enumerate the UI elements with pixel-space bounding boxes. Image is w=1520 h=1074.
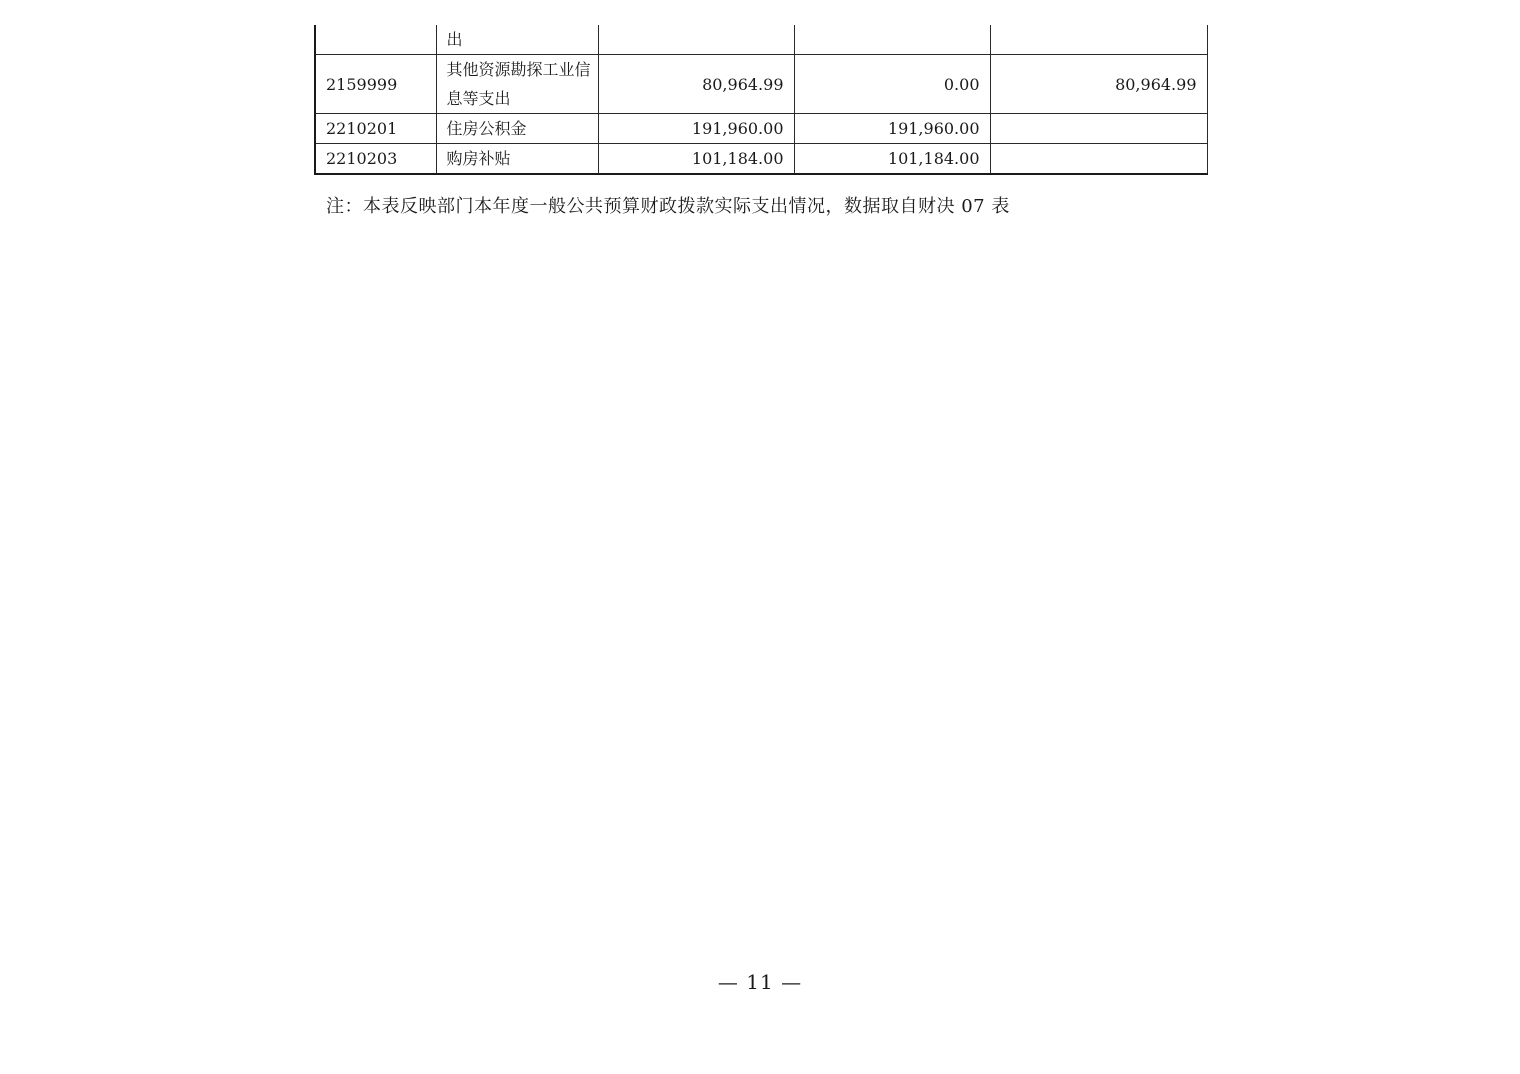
table-row: [315, 55, 1207, 114]
amount-basic-cell: 101,184.00: [794, 144, 990, 175]
subject-code-cell: 2210203: [315, 144, 436, 175]
table-row: [315, 114, 1207, 144]
amount-total-cell: [598, 25, 794, 55]
subject-name-cell: 出: [436, 25, 598, 55]
amount-total-cell: 101,184.00: [598, 144, 794, 175]
subject-code-cell: 2210201: [315, 114, 436, 144]
amount-total-cell: 191,960.00: [598, 114, 794, 144]
amount-project-cell: [990, 144, 1207, 175]
amount-basic-cell: 0.00: [794, 55, 990, 114]
subject-code-cell: [315, 25, 436, 55]
amount-total-cell: 80,964.99: [598, 55, 794, 114]
page-number: — 11 —: [717, 970, 803, 994]
table-row: [315, 144, 1207, 175]
amount-basic-cell: [794, 25, 990, 55]
amount-project-cell: 80,964.99: [990, 55, 1207, 114]
amount-basic-cell: 191,960.00: [794, 114, 990, 144]
table-footnote: 注：本表反映部门本年度一般公共预算财政拨款实际支出情况，数据取自财决 07 表: [326, 196, 1010, 217]
subject-code-cell: 2159999: [315, 55, 436, 114]
amount-project-cell: [990, 25, 1207, 55]
expenditure-table: [314, 25, 1208, 175]
subject-name-cell: 其他资源勘探工业信息等支出: [436, 55, 598, 114]
amount-project-cell: [990, 114, 1207, 144]
subject-name-cell: 住房公积金: [436, 114, 598, 144]
table-row: [315, 25, 1207, 55]
subject-name-cell: 购房补贴: [436, 144, 598, 175]
